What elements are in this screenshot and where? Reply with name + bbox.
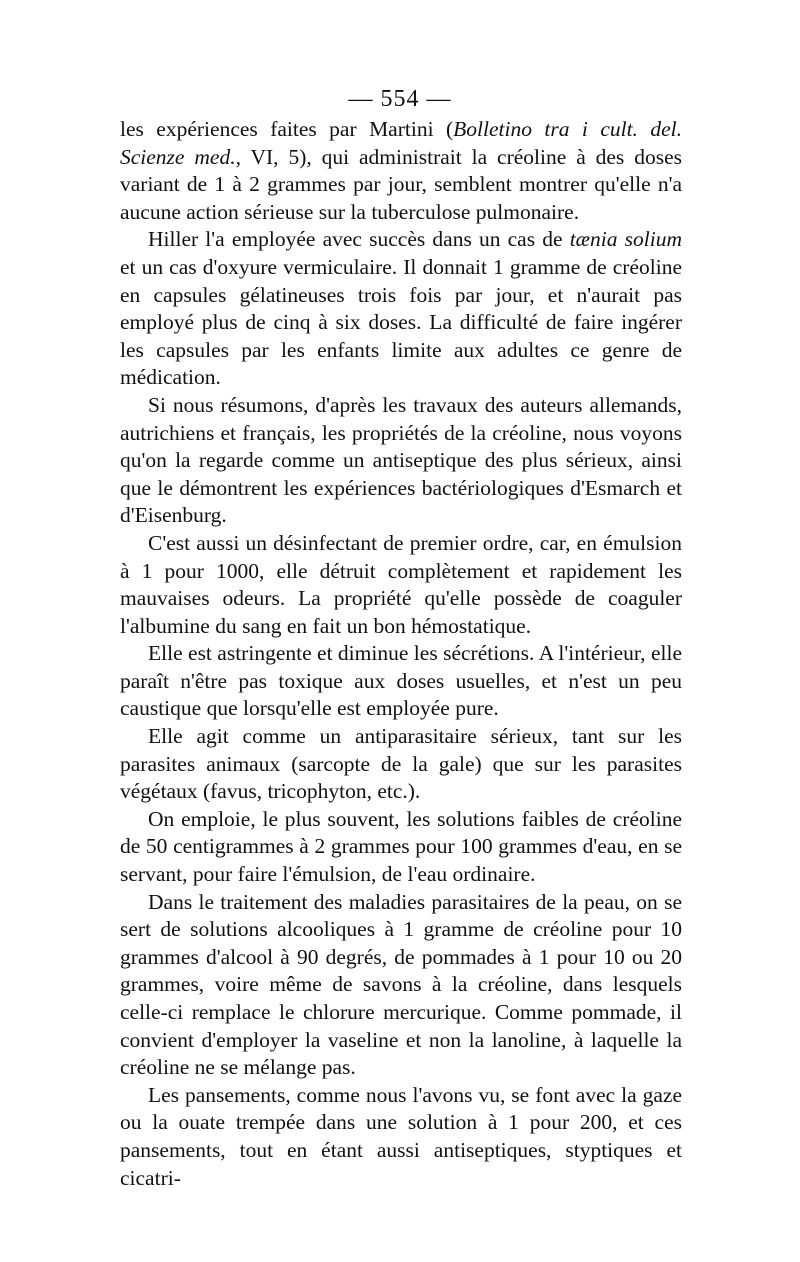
paragraph-4: C'est aussi un désinfectant de premier ordre, car, en émulsion à 1 pour 1000, elle détruit complètement et rapidement les mauvaises odeurs. La propriété qu'elle possède de coaguler l'albumine du sang en fait un bon hémostatique. — [120, 530, 682, 638]
body-text — [120, 116, 682, 1192]
paragraph-3: Si nous résumons, d'après les travaux des auteurs allemands, autrichiens et français, les propriétés de la créoline, nous voyons qu'on la regarde comme un antiseptique des plus sérieux, ainsi que le démontrent les expériences bactériologiques d'Esmarch et d'Eisenburg. — [120, 392, 682, 528]
paragraph-2-species: tænia solium — [569, 227, 682, 252]
paragraph-1-text-a: les expériences faites par Martini ( — [120, 117, 454, 141]
paragraph-2 — [120, 226, 682, 392]
paragraph-8: Dans le traitement des maladies parasitaires de la peau, on se sert de solutions alcooliques à 1 gramme de créoline pour 10 grammes d'alcool à 90 degrés, de pommades à 1 pour 10 ou 20 grammes, voire même de savons à la créoline, dans lesquels celle-ci remplace le chlorure mercurique. Comme pommade, il convient d'employer la vaseline et non la lanoline, à laquelle la créoline ne se mélange pas. — [120, 889, 682, 1080]
paragraph-9: Les pansements, comme nous l'avons vu, se font avec la gaze ou la ouate trempée dans une solution à 1 pour 200, et ces pansements, tout en étant aussi antiseptiques, styptiques et cicatri- — [120, 1082, 682, 1190]
paragraph-1 — [120, 116, 682, 226]
paragraph-1-text-c: , VI, 5), qui administrait la créoline à des doses variant de 1 à 2 grammes par jour, semblent montrer qu'elle n'a aucune action sérieuse sur la tuberculose pulmonaire. — [120, 144, 682, 224]
paragraph-2-text-a: Hiller l'a employée avec succès dans un cas de — [148, 227, 570, 252]
paragraph-2-text-c: et un cas d'oxyure vermiculaire. Il donnait 1 gramme de créoline en capsules gélatineuses trois fois par jour, et n'aurait pas employé plus de cinq à six doses. La difficulté de faire ingérer les capsules par les enfants limite aux adultes ce genre de médication. — [120, 254, 682, 390]
paragraph-5: Elle est astringente et diminue les sécrétions. A l'intérieur, elle paraît n'être pas toxique aux doses usuelles, et n'est un peu caustique que lorsqu'elle est employée pure. — [120, 641, 682, 721]
page-number: — 554 — — [348, 86, 452, 112]
paragraph-6: Elle agit comme un antiparasitaire sérieux, tant sur les parasites animaux (sarcopte de la gale) que sur les parasites végétaux (favus, tricophyton, etc.). — [120, 724, 682, 804]
paragraph-1-citation: Bolletino tra i cult. del. Scienze med. — [120, 117, 683, 169]
paragraph-7: On emploie, le plus souvent, les solutions faibles de créoline de 50 centigrammes à 2 grammes pour 100 grammes d'eau, en se servant, pour faire l'émulsion, de l'eau ordinaire. — [120, 806, 682, 887]
